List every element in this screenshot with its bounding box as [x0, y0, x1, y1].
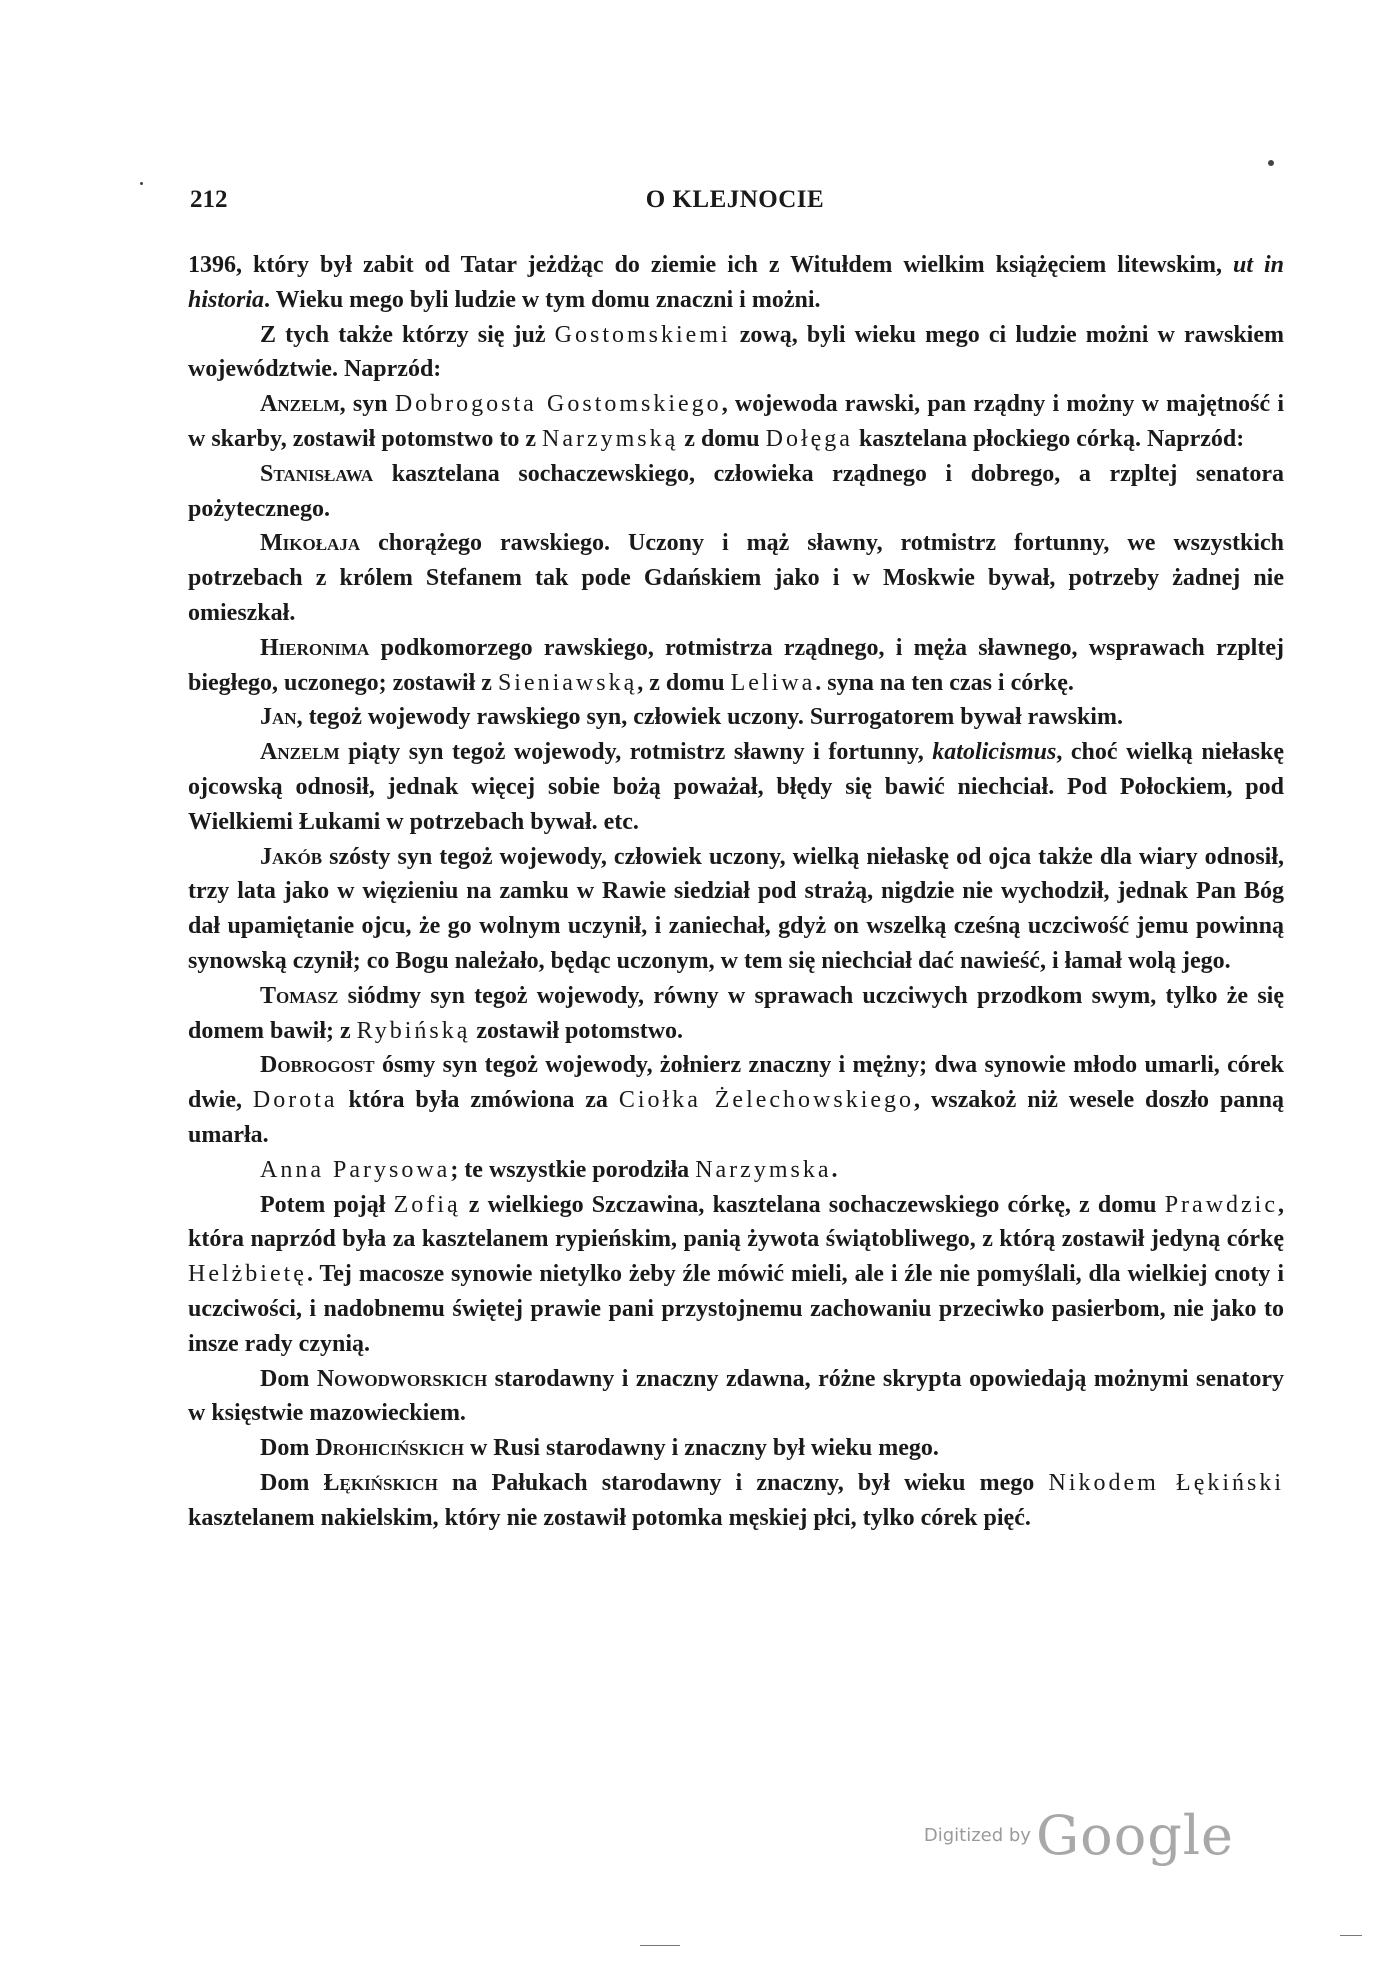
running-title: O KLEJNOCIE — [645, 186, 825, 213]
text-run: . syna na ten czas i córkę. — [815, 669, 1074, 696]
name-spaced: Narzymską — [542, 425, 679, 452]
text-run: . — [831, 1156, 838, 1183]
digitized-watermark — [924, 1804, 1234, 1867]
text-run: ósmy syn tegoż wojewody, żołnierz znaczny i mężny; dwa synowie młodo umarli, córek dwie, — [188, 1052, 1284, 1114]
name-spaced: Dorota — [252, 1087, 338, 1114]
name-spaced: Dobrogosta Gostomskiego — [394, 391, 722, 418]
name-smallcaps: Stanisława — [260, 460, 374, 487]
name-smallcaps: Łękińskich — [323, 1469, 438, 1496]
name-spaced: Nikodem Łękiński — [1048, 1469, 1285, 1496]
name-smallcaps: Anzelm — [260, 391, 340, 418]
name-spaced: Anna Parysowa — [260, 1156, 451, 1183]
name-smallcaps: Tomasz — [260, 982, 339, 1009]
text-run: , syn — [339, 391, 395, 418]
text-run: chorążego rawskiego. Uczony i mąż sławny, rotmistrz fortunny, we wszystkich potrzebach z królem Stefanem tak pode Gdańskiem jako i w Moskwie bywał, potrzeby żadnej nie omieszkał. — [188, 530, 1284, 626]
text-run: starodawny i znaczny zdawna, różne skrypta opowiedają możnymi senatory w księstwie mazowieckiem. — [188, 1365, 1284, 1427]
name-spaced: Gostomskiemi — [554, 321, 731, 348]
paragraph — [188, 840, 1284, 979]
text-run: , wszakoż niż wesele doszło panną umarła. — [188, 1087, 1284, 1148]
name-spaced: Sieniawską — [497, 669, 638, 696]
text-run: z domu — [678, 425, 766, 452]
name-spaced: Prawdzic — [1164, 1191, 1278, 1218]
name-spaced: Helżbietę — [188, 1261, 307, 1288]
latin-italic: katolicismus — [932, 739, 1057, 766]
paragraph — [188, 700, 1284, 735]
name-smallcaps: Hieronima — [260, 634, 370, 661]
text-run: . Tej macosze synowie nietylko żeby źle mówić mieli, ale i źle nie pomyślali, dla wielkiej cnoty i uczciwości, i nadobnemu świętej prawie pani przystojnemu zachowaniu przeciwko pasierbom, nie jako to insze rady czynią. — [188, 1261, 1284, 1357]
page-number: 212 — [190, 186, 228, 213]
text-run: zostawił potomstwo. — [470, 1017, 684, 1044]
paragraph — [188, 735, 1284, 839]
text-run: na Pałukach starodawny i znaczny, był wieku mego — [437, 1469, 1049, 1496]
name-spaced: Rybińską — [356, 1017, 471, 1044]
text-run: w Rusi starodawny i znaczny był wieku mego. — [463, 1435, 939, 1462]
paragraph — [188, 1048, 1284, 1152]
text-run: szósty syn tegoż wojewody, człowiek uczony, wielką niełaskę od ojca także dla wiary odnosił, trzy lata jako w więzieniu na zamku w Rawie siedział pod strażą, nigdzie nie wychodził, jednak Pan Bóg dał upamiętanie ojcu, że go wolnym uczynił, i zaniechał, gdyż on wszelką cześną uczciwość jemu powinną synowską czynił; co Bogu należało, będąc uczonym, w tem się niechciał dać nawieść, i łamał wolą jego. — [188, 843, 1284, 974]
paragraph — [188, 979, 1284, 1049]
text-run: kasztelana płockiego córką. Naprzód: — [852, 425, 1245, 452]
latin-italic: ut in historia — [188, 252, 1285, 313]
text-run: która była zmówiona za — [337, 1087, 619, 1114]
paragraph — [188, 318, 1284, 388]
text-run: z wielkiego Szczawina, kasztelana sochaczewskiego córkę, z domu — [460, 1191, 1165, 1218]
paragraph — [188, 457, 1284, 527]
page-header — [190, 186, 1280, 222]
name-smallcaps: Drohicińskich — [315, 1435, 464, 1462]
paragraph — [188, 526, 1284, 630]
text-run: zową, byli wieku mego ci ludzie możni w rawskiem województwie. Naprzód: — [188, 321, 1284, 383]
name-smallcaps: Anzelm — [260, 739, 340, 766]
text-run: Dom — [260, 1469, 324, 1496]
name-spaced: Ciołka Żelechowskiego — [618, 1087, 915, 1114]
paragraph — [188, 248, 1284, 318]
text-run: Potem pojął — [260, 1191, 394, 1218]
google-logo: Google — [1036, 1804, 1234, 1867]
name-smallcaps: Nowodworskich — [316, 1365, 488, 1392]
text-run: Z tych także którzy się już — [260, 321, 555, 348]
text-run: , tegoż wojewody rawskiego syn, człowiek uczony. Surrogatorem bywał rawskim. — [296, 704, 1123, 731]
text-run: , z domu — [637, 669, 731, 696]
text-run: 1396, który był zabit od Tatar jeżdżąc do ziemie ich z Witułdem wielkim książęciem litewskim, — [188, 252, 1233, 278]
name-smallcaps: Jan — [260, 704, 297, 731]
text-run: Dom — [260, 1435, 316, 1462]
paragraph — [188, 1466, 1284, 1536]
paragraph — [188, 387, 1284, 457]
text-run: ; te wszystkie porodziła — [450, 1156, 696, 1183]
name-smallcaps: Jakób — [260, 843, 323, 870]
paragraph — [188, 1153, 1284, 1188]
name-spaced: Narzymska — [695, 1156, 832, 1183]
paragraph — [188, 631, 1284, 701]
scan-mark — [640, 1945, 680, 1946]
text-run: , choć wielką niełaskę ojcowską odnosił, jednak więcej sobie bożą poważał, błędy się bawić niechciał. Pod Połockiem, pod Wielkiemi Łukami w potrzebach bywał. etc. — [188, 739, 1284, 835]
text-run: podkomorzego rawskiego, rotmistrza rządnego, i męża sławnego, wsprawach rzpltej biegłego, uczonego; zostawił z — [188, 634, 1284, 696]
text-run: . Wieku mego byli ludzie w tym domu znaczni i możni. — [264, 286, 821, 313]
text-run: kasztelanem nakielskim, który nie zostawił potomka męskiej płci, tylko córek pięć. — [188, 1504, 1031, 1531]
text-run: , wojewoda rawski, pan rządny i możny w majętność i w skarby, zostawił potomstwo to z — [188, 391, 1284, 452]
body-text — [188, 248, 1284, 1535]
name-smallcaps: Dobrogost — [260, 1052, 375, 1079]
text-run: siódmy syn tegoż wojewody, równy w sprawach uczciwych przodkom swym, tylko że się domem bawił; z — [188, 982, 1284, 1044]
name-spaced: Leliwa — [730, 669, 816, 696]
name-spaced: Zofią — [393, 1191, 461, 1218]
name-spaced: Dołęga — [765, 425, 853, 452]
text-run: piąty syn tegoż wojewody, rotmistrz sławny i fortunny, — [339, 739, 933, 766]
scan-speck — [1268, 160, 1274, 166]
text-run: kasztelana sochaczewskiego, człowieka rządnego i dobrego, a rzpltej senatora pożytecznego. — [188, 460, 1284, 522]
paragraph — [188, 1188, 1284, 1362]
scan-speck — [140, 182, 143, 185]
text-run: Dom — [260, 1365, 317, 1392]
paragraph — [188, 1362, 1284, 1432]
scan-mark — [1340, 1935, 1362, 1936]
name-smallcaps: Mikołaja — [260, 530, 361, 557]
digitized-label: Digitized by — [923, 1825, 1031, 1846]
paragraph — [188, 1431, 1284, 1466]
text-run: , która naprzód była za kasztelanem rypieńskim, panią żywota świątobliwego, z którą zostawił jedyną córkę — [188, 1191, 1284, 1253]
